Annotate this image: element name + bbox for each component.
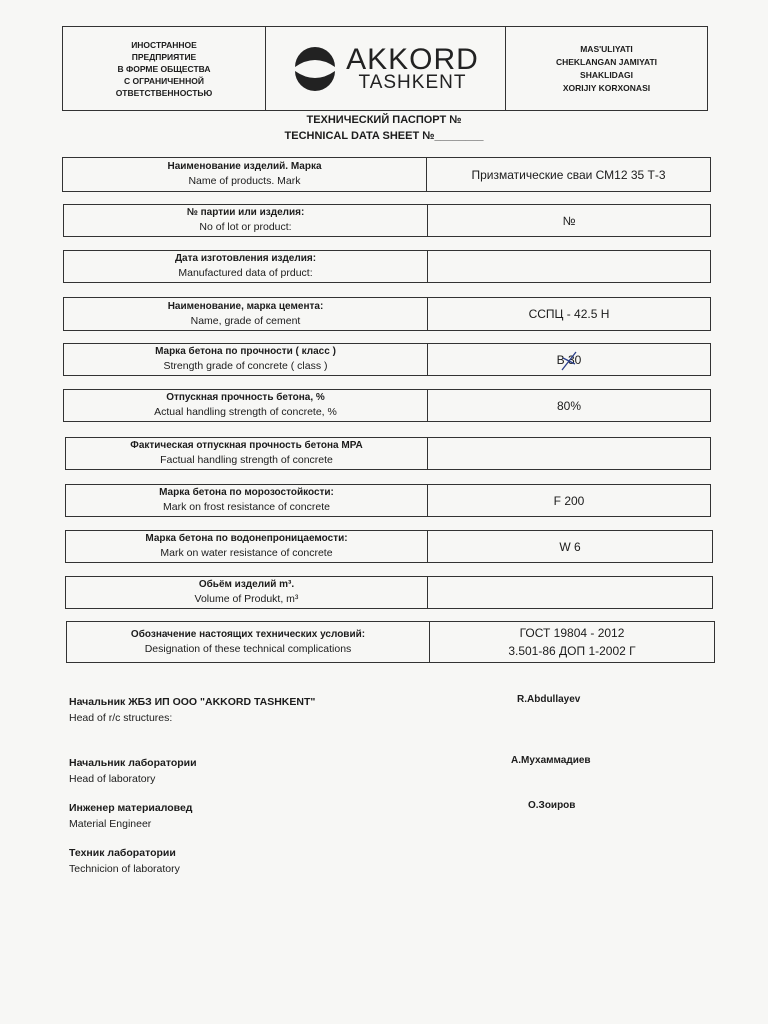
akkord-logo-icon — [292, 46, 338, 92]
row-value: 80% — [556, 398, 582, 413]
row-value: Призматические сваи СМ12 35 Т-3 — [471, 167, 666, 182]
row-value: ССПЦ - 42.5 Н — [528, 307, 610, 321]
signature-block-head-rc — [69, 694, 315, 726]
table-row-cement-grade — [63, 297, 711, 331]
company-form-ru: ИНОСТРАННОЕ ПРЕДПРИЯТИЕ В ФОРМЕ ОБЩЕСТВА С ОГРАНИЧЕННОЙ ОТВЕТСТВЕННОСТЬЮ — [63, 27, 266, 110]
signature-block-technician — [69, 845, 180, 877]
table-row-handling-strength — [63, 389, 711, 422]
table-row-strength-grade — [63, 343, 711, 376]
row-value: В 30 — [556, 352, 582, 367]
table-row-lot-number — [63, 204, 711, 237]
row-label-ru: Марка бетона по морозостойкости: — [159, 487, 334, 498]
signature-role-ru: Начальник лаборатории — [69, 757, 197, 769]
table-row-tech-conditions — [66, 621, 715, 663]
logo-wordmark: AKKORD — [346, 42, 479, 76]
signature-name: R.Abdullayev — [517, 694, 581, 705]
row-label-en: Strength grade of concrete ( class ) — [163, 360, 328, 372]
logo-subtitle: TASHKENT — [358, 71, 467, 93]
table-row-water-resistance — [65, 530, 713, 563]
row-label-ru: Обозначение настоящих технических условий: — [130, 628, 366, 640]
row-label-ru: Обьём изделий m³. — [198, 579, 295, 590]
row-value: ГОСТ 19804 - 2012 — [519, 626, 625, 640]
row-label-ru: Дата изготовления изделия: — [174, 253, 317, 264]
table-row-volume — [65, 576, 713, 609]
row-label-en: Factual handling strength of concrete — [160, 454, 333, 466]
signature-role-en: Head of laboratory — [69, 773, 156, 785]
pen-mark-icon — [560, 350, 578, 372]
signature-role-en: Technicion of laboratory — [69, 863, 180, 875]
row-label-en: Mark on frost resistance of concrete — [163, 501, 330, 513]
signature-block-head-lab — [69, 755, 197, 787]
row-label-en: Mark on water resistance of concrete — [160, 547, 333, 559]
row-label-en: Name, grade of cement — [190, 314, 301, 327]
row-label-ru: Марка бетона по прочности ( класс ) — [155, 346, 336, 357]
signature-name: А.Мухаммадиев — [511, 755, 591, 766]
document-header — [62, 26, 708, 111]
table-row-product-name — [62, 157, 711, 192]
doc-title-ru: ТЕХНИЧЕСКИЙ ПАСПОРТ № — [306, 114, 462, 126]
row-label-ru: Наименование изделий. Марка — [167, 161, 322, 172]
table-row-frost-resistance — [65, 484, 711, 517]
row-value: W 6 — [559, 539, 581, 554]
row-label-en: Volume of Produkt, m³ — [194, 593, 299, 605]
row-label-en: Actual handling strength of concrete, % — [154, 406, 337, 418]
signature-role-en: Head of r/c structures: — [69, 712, 173, 724]
doc-title-en: TECHNICAL DATA SHEET №________ — [284, 130, 484, 142]
row-label-ru: Отпускная прочность бетона, % — [166, 392, 325, 403]
signature-role-en: Material Engineer — [69, 818, 152, 830]
table-row-factual-strength — [65, 437, 711, 470]
signature-role-ru: Техник лаборатории — [69, 847, 176, 859]
signature-block-engineer — [69, 800, 192, 832]
row-label-en: Name of products. Mark — [188, 175, 301, 187]
signature-role-ru: Инженер материаловед — [69, 802, 193, 814]
signature-role-ru: Начальник ЖБЗ ИП ООО "AKKORD TASHKENT" — [69, 696, 316, 708]
row-label-ru: № партии или изделия: — [186, 207, 305, 218]
signature-name: О.Зоиров — [528, 800, 576, 811]
company-logo — [266, 27, 506, 110]
row-label-en: Manufactured data of prduct: — [178, 267, 313, 279]
row-label-en: Designation of these technical complications — [144, 642, 352, 655]
row-value: № — [562, 213, 576, 228]
row-label-en: No of lot or product: — [199, 221, 292, 233]
company-form-uz: MAS'ULIYATI CHEKLANGAN JAMIYATI SHAKLIDAGI XORIJIY KORXONASI — [555, 43, 658, 93]
row-value: F 200 — [553, 493, 585, 508]
table-row-manufacture-date — [63, 250, 711, 283]
row-label-ru: Фактическая отпускная прочность бетона МРА — [130, 440, 363, 451]
row-label-ru: Марка бетона по водонепроницаемости: — [145, 533, 348, 544]
row-label-ru: Наименование, марка цемента: — [167, 300, 324, 312]
row-value-secondary: 3.501-86 ДОП 1-2002 Г — [508, 644, 636, 658]
